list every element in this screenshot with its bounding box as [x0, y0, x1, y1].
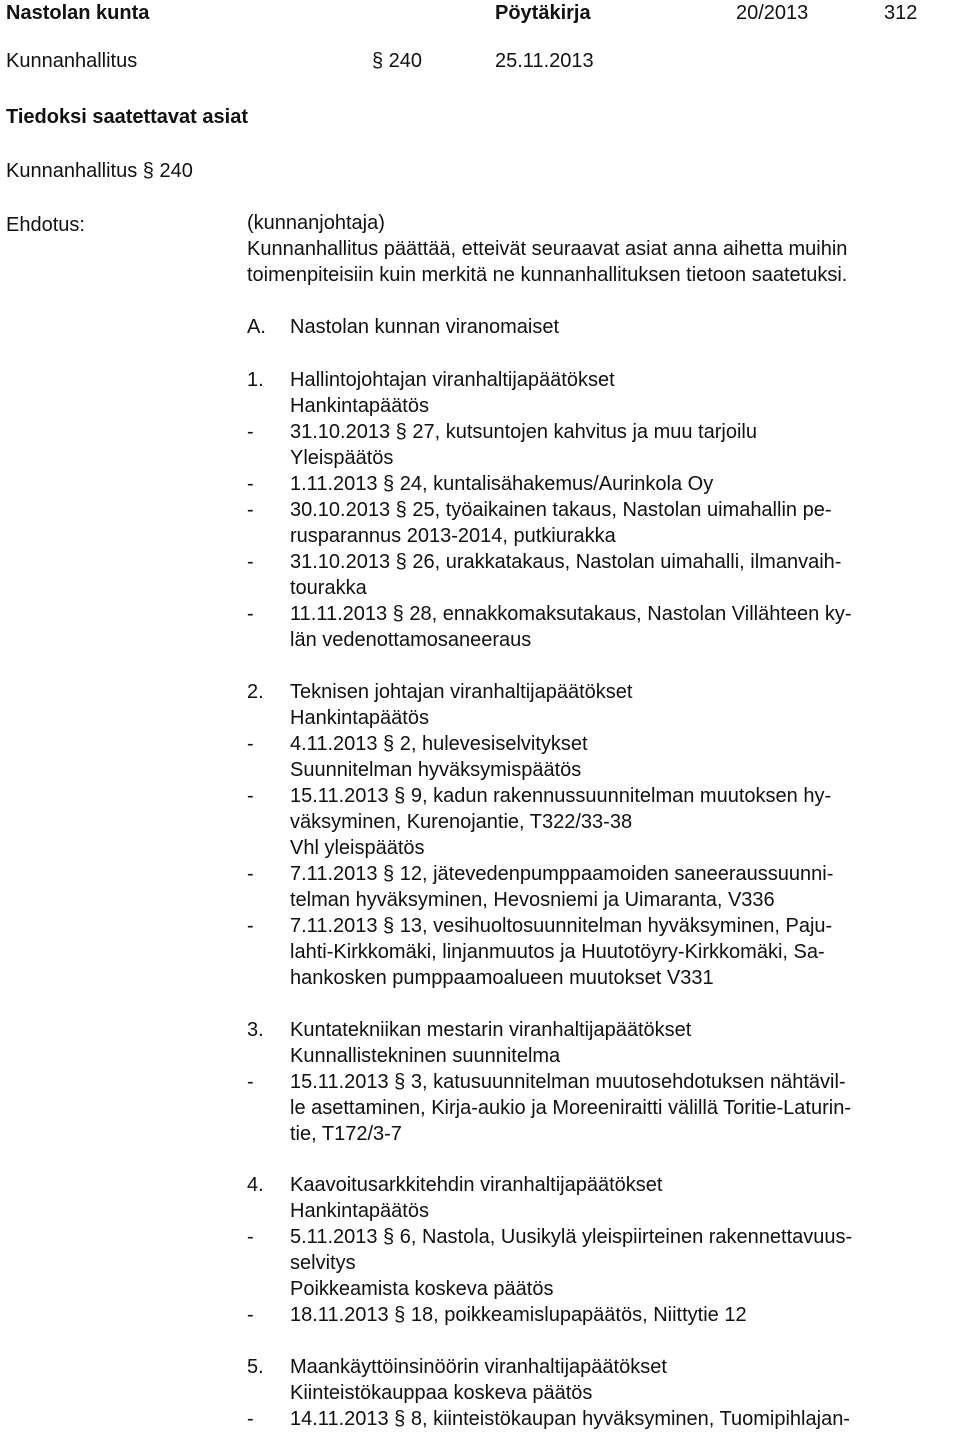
list-marker: -	[247, 1226, 254, 1248]
list-text: le asettaminen, Kirja-aukio ja Moreeniraitti välillä Toritie-Laturin-	[290, 1097, 851, 1119]
list-text: 5.11.2013 § 6, Nastola, Uusikylä yleispiirteinen rakennettavuus-	[290, 1226, 853, 1248]
org-name: Nastolan kunta	[6, 2, 150, 24]
list-marker: -	[247, 1304, 254, 1326]
proposal-line: Kunnanhallitus päättää, etteivät seuraavat asiat anna aihetta muihin	[247, 238, 848, 260]
list-marker: 4.	[247, 1174, 264, 1196]
list-text: 7.11.2013 § 13, vesihuoltosuunnitelman hyväksyminen, Paju-	[290, 915, 833, 937]
list-marker: -	[247, 915, 254, 937]
list-text: rusparannus 2013-2014, putkiurakka	[290, 525, 616, 547]
proposal-label: Ehdotus:	[6, 214, 85, 236]
list-marker: -	[247, 1408, 254, 1430]
list-marker: 1.	[247, 369, 264, 391]
list-text: Hankintapäätös	[290, 707, 429, 729]
list-text: hankosken pumppaamoalueen muutokset V331	[290, 967, 714, 989]
list-text: tie, T172/3-7	[290, 1123, 402, 1145]
list-marker: -	[247, 863, 254, 885]
list-text: 15.11.2013 § 3, katusuunnitelman muutosehdotuksen nähtävil-	[290, 1071, 846, 1093]
list-text: Hankintapäätös	[290, 1200, 429, 1222]
section-number: § 240	[372, 50, 423, 72]
list-text: 31.10.2013 § 26, urakkatakaus, Nastolan uimahalli, ilmanvaih-	[290, 551, 842, 573]
list-text: Kuntatekniikan mestarin viranhaltijapäätökset	[290, 1019, 692, 1041]
list-text: väksyminen, Kurenojantie, T322/33-38	[290, 811, 633, 833]
list-text: telman hyväksyminen, Hevosniemi ja Uimaranta, V336	[290, 889, 775, 911]
list-text: 1.11.2013 § 24, kuntalisähakemus/Aurinkola Oy	[290, 473, 714, 495]
list-text: tourakka	[290, 577, 367, 599]
list-text: Vhl yleispäätös	[290, 837, 425, 859]
list-text: Kiinteistökauppaa koskeva päätös	[290, 1382, 593, 1404]
list-marker: -	[247, 785, 254, 807]
list-text: 30.10.2013 § 25, työaikainen takaus, Nastolan uimahallin pe-	[290, 499, 832, 521]
list-text: län vedenottamosaneeraus	[290, 629, 532, 651]
list-marker: 5.	[247, 1356, 264, 1378]
doc-number: 20/2013	[736, 2, 809, 24]
page-title: Tiedoksi saatettavat asiat	[6, 106, 248, 128]
list-marker: -	[247, 1071, 254, 1093]
list-text: Suunnitelman hyväksymispäätös	[290, 759, 582, 781]
list-text: 14.11.2013 § 8, kiinteistökaupan hyväksyminen, Tuomipihlajan-	[290, 1408, 850, 1430]
list-marker: 2.	[247, 681, 264, 703]
list-text: 4.11.2013 § 2, hulevesiselvitykset	[290, 733, 588, 755]
list-marker: -	[247, 421, 254, 443]
list-marker: -	[247, 733, 254, 755]
section-reference: Kunnanhallitus § 240	[6, 160, 193, 182]
list-text: Poikkeamista koskeva päätös	[290, 1278, 554, 1300]
list-text: Hankintapäätös	[290, 395, 429, 417]
list-marker: -	[247, 499, 254, 521]
governing-body: Kunnanhallitus	[6, 50, 138, 72]
list-text: selvitys	[290, 1252, 356, 1274]
list-text: Yleispäätös	[290, 447, 394, 469]
list-text: Maankäyttöinsinöörin viranhaltijapäätökset	[290, 1356, 667, 1378]
page-number: 312	[884, 2, 918, 24]
section-a-letter: A.	[247, 316, 266, 338]
proposal-line: toimenpiteisiin kuin merkitä ne kunnanhallituksen tietoon saatetuksi.	[247, 264, 848, 286]
section-a-title: Nastolan kunnan viranomaiset	[290, 316, 560, 338]
list-text: 7.11.2013 § 12, jätevedenpumppaamoiden saneeraussuunni-	[290, 863, 834, 885]
list-text: 31.10.2013 § 27, kutsuntojen kahvitus ja muu tarjoilu	[290, 421, 757, 443]
list-text: Kaavoitusarkkitehdin viranhaltijapäätökset	[290, 1174, 663, 1196]
list-text: Hallintojohtajan viranhaltijapäätökset	[290, 369, 615, 391]
doc-type: Pöytäkirja	[495, 2, 591, 24]
list-text: Kunnallistekninen suunnitelma	[290, 1045, 561, 1067]
list-text: 15.11.2013 § 9, kadun rakennussuunnitelman muutoksen hy-	[290, 785, 832, 807]
list-marker: -	[247, 551, 254, 573]
list-marker: -	[247, 473, 254, 495]
list-text: Teknisen johtajan viranhaltijapäätökset	[290, 681, 633, 703]
list-marker: 3.	[247, 1019, 264, 1041]
list-marker: -	[247, 603, 254, 625]
list-text: lahti-Kirkkomäki, linjanmuutos ja Huutotöyry-Kirkkomäki, Sa-	[290, 941, 825, 963]
list-text: 18.11.2013 § 18, poikkeamislupapäätös, Niittytie 12	[290, 1304, 747, 1326]
meeting-date: 25.11.2013	[495, 50, 594, 72]
list-text: 11.11.2013 § 28, ennakkomaksutakaus, Nastolan Villähteen ky-	[290, 603, 852, 625]
proposal-line: (kunnanjohtaja)	[247, 212, 385, 234]
